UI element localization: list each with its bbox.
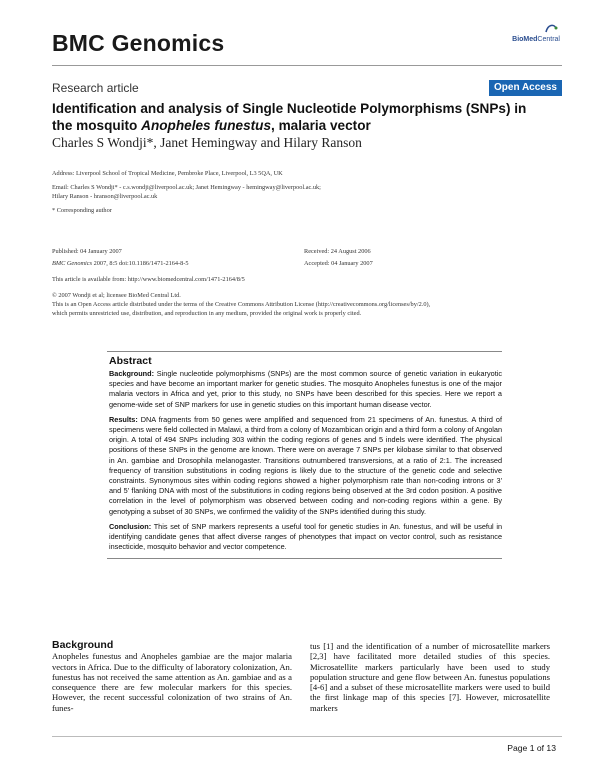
abstract-conclusion-text: This set of SNP markers represents a useful tool for genetic studies in An. funestus, and will be useful in identifying candidate genes that affect diverse ranges of phenotypes that impact on vector control, such as resistance insecticide, mosquito behavior and vector competence. <box>109 521 502 552</box>
publication-info <box>52 247 189 268</box>
abstract-results-text: DNA fragments from 50 genes were amplified and sequenced from 21 specimens of An. funestus. A third of specimens were field collected in Malawi, a third from a colony of Mozambican origin and a third form a colony of Angolan origin. A total of 494 SNPs including 303 within the coding regions of genes and 5 indels were identified. The physical positions of these SNPs in the genome are known. There were on average 7 SNPs per kilobase similar to that observed in An. gambiae and Drosophila melanogaster. Transitions outnumbered transversions, at a ratio of 2:1. The increased frequency of transition substitutions in coding regions is likely due to the structure of the genetic code and selective constraints. Synonymous sites within coding regions showed a higher polymorphism rate than non-coding introns or 3' and 5' flanking DNA with most of the substitutions in coding regions being observed at the 3rd codon position. A positive correlation in the level of polymorphism was observed between coding and non-coding regions within a gene. By genotyping a subset of 30 SNPs, we confirmed the validity of the SNPs identified during this study. <box>109 414 502 516</box>
abstract-background <box>109 369 502 410</box>
abstract-results-label: Results: <box>109 414 138 424</box>
body-column-left <box>52 640 292 713</box>
article-title <box>52 100 532 134</box>
abstract-heading: Abstract <box>109 355 152 367</box>
background-text-left: Anopheles funestus and Anopheles gambiae are the major malaria vectors in Africa. Due to the difficulty of laboratory colonization, An. funestus has not received the same attention as An. gambiae and as a consequence there are few molecular markers for this species. However, the recent successful colonization of two strains of An. funes- <box>52 651 292 713</box>
abstract-results <box>109 415 502 517</box>
copyright-line1: © 2007 Wondji et al; licensee BioMed Central Ltd. <box>52 292 181 299</box>
authors: Charles S Wondji*, Janet Hemingway and Hilary Ranson <box>52 135 362 150</box>
email-block <box>52 183 452 201</box>
abstract-background-label: Background: <box>109 369 154 378</box>
email-line2: Hilary Ranson - hranson@liverpool.ac.uk <box>52 193 158 200</box>
email-line1: Email: Charles S Wondji* - c.s.wondji@liverpool.ac.uk; Janet Hemingway - hemingway@liverpool.ac.uk; <box>52 184 321 191</box>
accepted-date: Accepted: 04 January 2007 <box>304 260 373 267</box>
received-date: Received: 24 August 2006 <box>304 248 371 255</box>
dates-info <box>304 247 373 268</box>
published-date: Published: 04 January 2007 <box>52 248 122 255</box>
publisher-rest: Central <box>537 36 560 43</box>
title-species: Anopheles funestus <box>141 118 272 133</box>
abstract-conclusion <box>109 522 502 553</box>
copyright-line2: This is an Open Access article distributed under the terms of the Creative Commons Attribution License (http://creativecommons.org/licenses/by/2.0), <box>52 301 431 308</box>
abstract-background-text: Single nucleotide polymorphisms (SNPs) are the most common source of genetic variation in eukaryotic species and have become an important marker for genetic studies. The mosquito Anopheles funestus is one of the major malaria vectors in Africa and yet, prior to this study, no SNPs have been described for this species. Here we report a genome-wide set of SNP markers for use in genetic studies on this important human disease vector. <box>109 369 502 409</box>
citation-rest: 2007, 8:5 doi:10.1186/1471-2164-8-5 <box>92 260 189 267</box>
abstract-box <box>107 351 502 559</box>
copyright-line3: which permits unrestricted use, distribution, and reproduction in any medium, provided the original work is properly cited. <box>52 310 362 317</box>
abstract-conclusion-label: Conclusion: <box>109 521 152 531</box>
copyright <box>52 291 552 318</box>
citation-journal: BMC Genomics <box>52 260 93 267</box>
open-access-badge: Open Access <box>489 80 562 96</box>
availability-link[interactable]: This article is available from: http://www.biomedcentral.com/1471-2164/8/5 <box>52 276 245 283</box>
background-heading: Background <box>52 639 114 651</box>
journal-title: BMC Genomics <box>52 30 225 56</box>
title-part1: Identification and analysis of Single Nucleotide Polymorphisms (SNPs) in the mosquito <box>52 101 527 133</box>
publisher-name <box>512 36 560 43</box>
header-rule <box>52 65 562 66</box>
article-type: Research article <box>52 81 139 95</box>
address: Address: Liverpool School of Tropical Medicine, Pembroke Place, Liverpool, L3 5QA, UK <box>52 170 283 177</box>
body-column-right: tus [1] and the identification of a number of microsatellite markers [2,3] have facilitated more detailed studies of this species. Microsatellite markers particularly have been used to study population structure and gene flow between An. funestus populations [4-6] and a subset of these microsatellite markers were used to build the first linkage map of this species [7]. However, microsatellite markers <box>310 641 550 713</box>
page-number: Page 1 of 13 <box>507 743 556 753</box>
biomed-central-logo-icon <box>544 22 558 34</box>
citation <box>52 259 189 268</box>
title-part2: , malaria vector <box>271 118 371 133</box>
publisher-bold: BioMed <box>512 36 538 43</box>
footer-rule <box>52 736 562 737</box>
corresponding-author: * Corresponding author <box>52 207 112 214</box>
